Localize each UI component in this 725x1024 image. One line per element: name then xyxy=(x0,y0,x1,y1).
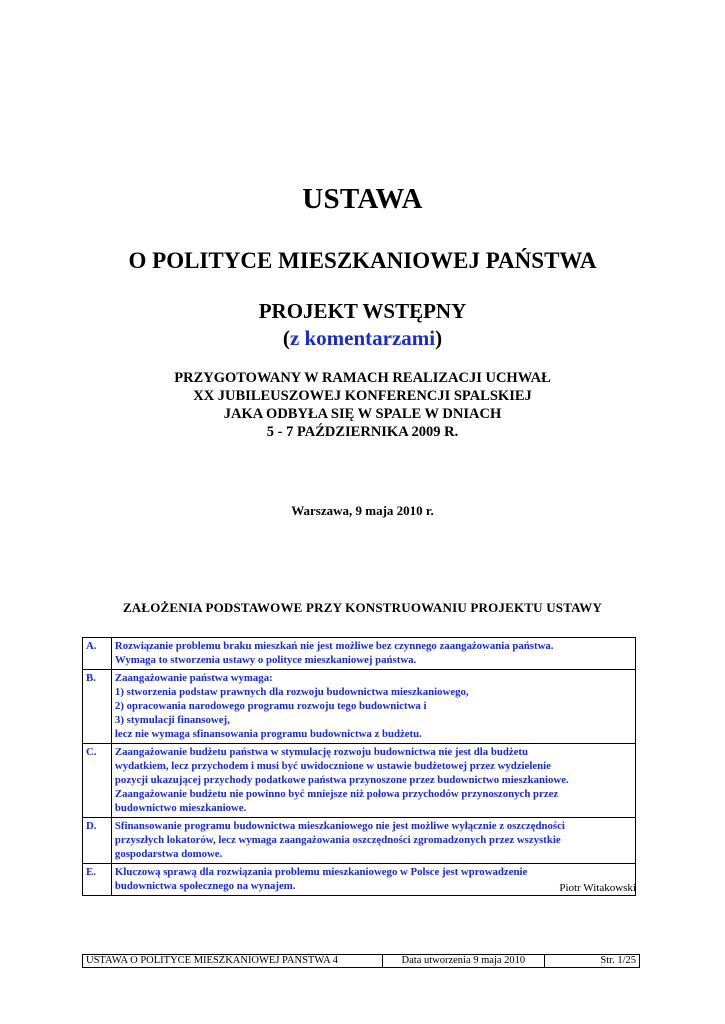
page-footer xyxy=(82,954,640,968)
row-line: budownictwo mieszkaniowe. xyxy=(114,802,247,814)
comments-open-paren: ( xyxy=(282,326,290,350)
row-content xyxy=(111,864,635,896)
table-row xyxy=(83,638,636,670)
row-line: Zaangażowanie państwa wymaga: xyxy=(114,672,273,684)
author-name: Piotr Witakowski xyxy=(559,882,636,894)
row-line: Sfinansowanie programu budownictwa mieszkaniowego nie jest możliwe wyłącznie z oszczędności xyxy=(114,820,565,832)
footer-page-number: Str. 1/25 xyxy=(544,955,639,968)
row-line: budownictwa społecznego na wynajem. xyxy=(114,880,296,892)
row-content xyxy=(111,818,635,864)
table-row xyxy=(83,818,636,864)
row-line: 3) stymulacji finansowej, xyxy=(114,714,230,726)
comments-text: z komentarzami xyxy=(289,326,436,350)
preparation-line: JAKA ODBYŁA SIĘ W SPALE W DNIACH xyxy=(223,406,502,422)
footer-created-date: Data utworzenia 9 maja 2010 xyxy=(383,955,545,968)
preparation-line: PRZYGOTOWANY W RAMACH REALIZACJI UCHWAŁ xyxy=(174,370,551,386)
row-line: wydatkiem, lecz przychodem i musi być uwidocznione w ustawie budżetowej przez wydzielenie xyxy=(114,760,551,772)
table-row xyxy=(83,864,636,896)
comments-label xyxy=(0,326,725,351)
preparation-block xyxy=(0,369,725,441)
comments-close-paren: ) xyxy=(435,326,443,350)
row-line: przyszłych lokatorów, lecz wymaga zaangażowania oszczędności zgromadzonych przez wszystkie xyxy=(114,834,561,846)
row-content xyxy=(111,670,635,744)
row-line: pozycji ukazującej przychody podatkowe państwa przynoszone przez budownictwo mieszkaniowe. xyxy=(114,774,569,786)
document-title: USTAWA xyxy=(302,183,423,215)
row-content xyxy=(111,744,635,818)
row-label: C. xyxy=(83,744,112,818)
footer-doc-title: USTAWA O POLITYCE MIESZKANIOWEJ PAŃSTWA 4 xyxy=(83,955,383,968)
footer-row xyxy=(83,955,640,968)
row-line: Zaangażowanie budżetu nie powinno być mniejsze niż połowa przychodów przynoszonych przez xyxy=(114,788,559,800)
row-line: 1) stworzenia podstaw prawnych dla rozwoju budownictwa mieszkaniowego, xyxy=(114,686,469,698)
preparation-line: 5 - 7 PAŹDZIERNIKA 2009 R. xyxy=(266,424,459,440)
place-date: Warszawa, 9 maja 2010 r. xyxy=(291,503,434,518)
row-line: 2) opracowania narodowego programu rozwoju tego budownictwa i xyxy=(114,700,427,712)
table-row xyxy=(83,670,636,744)
row-line: Zaangażowanie budżetu państwa w stymulację rozwoju budownictwa nie jest dla budżetu xyxy=(114,746,529,758)
preparation-line: XX JUBILEUSZOWEJ KONFERENCJI SPALSKIEJ xyxy=(193,388,532,404)
row-label: A. xyxy=(83,638,112,670)
assumptions-table xyxy=(82,637,636,896)
row-line: Wymaga to stworzenia ustawy o polityce mieszkaniowej państwa. xyxy=(114,654,417,666)
draft-label: PROJEKT WSTĘPNY xyxy=(258,299,467,323)
row-content xyxy=(111,638,635,670)
table-row xyxy=(83,744,636,818)
row-label: B. xyxy=(83,670,112,744)
section-title: ZAŁOŻENIA PODSTAWOWE PRZY KONSTRUOWANIU PROJEKTU USTAWY xyxy=(122,600,603,615)
row-label: E. xyxy=(83,864,112,896)
row-line: Kluczową sprawą dla rozwiązania problemu mieszkaniowego w Polsce jest wprowadzenie xyxy=(114,866,528,878)
row-line: gospodarstwa domowe. xyxy=(114,848,223,860)
row-label: D. xyxy=(83,818,112,864)
row-line: lecz nie wymaga sfinansowania programu budownictwa z budżetu. xyxy=(114,728,422,740)
row-line: Rozwiązanie problemu braku mieszkań nie jest możliwe bez czynnego zaangażowania państwa. xyxy=(114,640,554,652)
document-subtitle: O POLITYCE MIESZKANIOWEJ PAŃSTWA xyxy=(128,248,597,273)
